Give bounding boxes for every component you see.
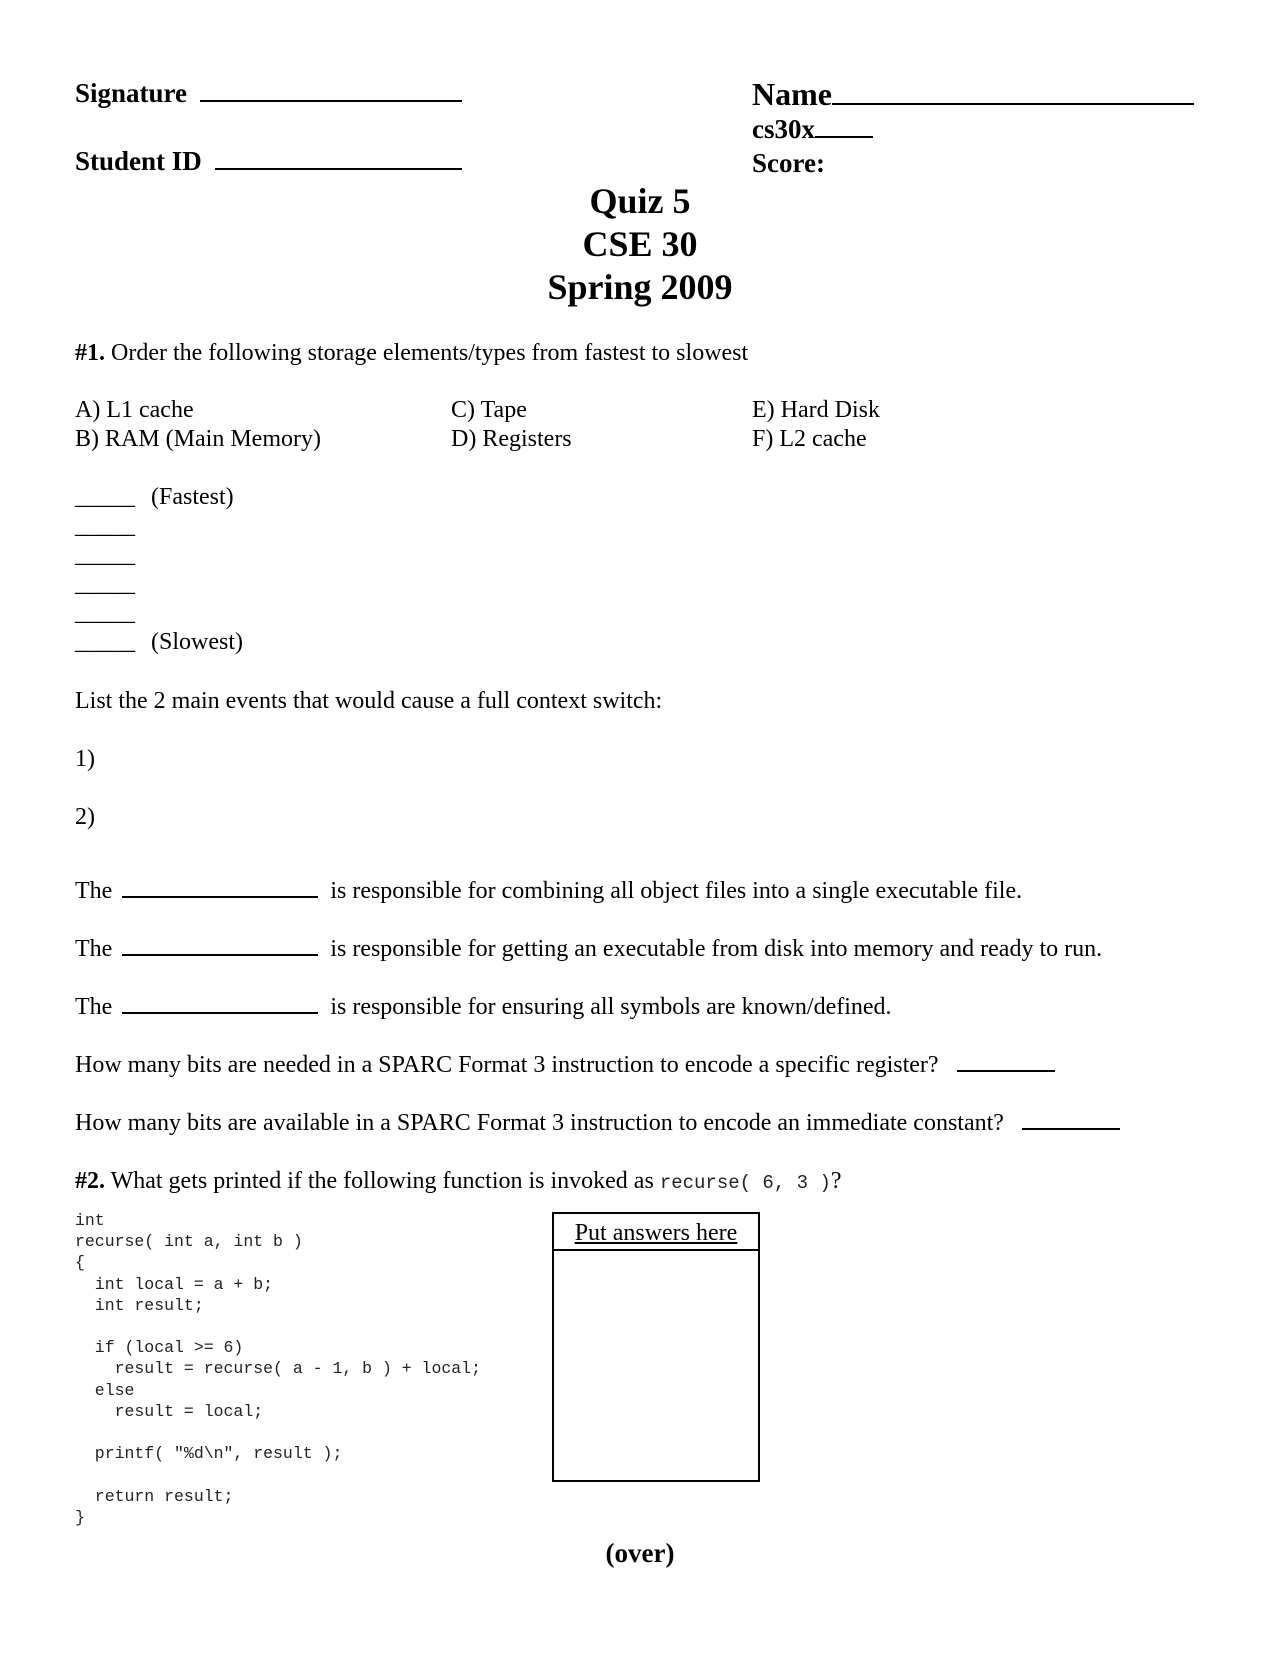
over-label: (over): [605, 1538, 675, 1568]
order-blank-6[interactable]: [75, 629, 243, 656]
fill-the-1: The: [75, 878, 113, 904]
context-switch-prompt: List the 2 main events that would cause a full context switch:: [75, 688, 663, 714]
choice-b: B) RAM (Main Memory): [75, 426, 321, 452]
fill-the-3: The: [75, 994, 113, 1020]
bits-immediate-blank[interactable]: [1022, 1128, 1120, 1130]
signature-blank[interactable]: [200, 100, 462, 102]
signature-field: [75, 78, 462, 109]
fill-in-symbols: [75, 994, 892, 1021]
student-id-label: Student ID: [75, 146, 202, 176]
fill-text-1: is responsible for combining all object files into a single executable file.: [330, 878, 1023, 904]
fill-text-2: is responsible for getting an executable from disk into memory and ready to run.: [330, 936, 1103, 962]
order-blank-4[interactable]: _____: [75, 571, 135, 597]
student-id-blank[interactable]: [215, 168, 462, 170]
context-switch-item-2: 2): [75, 804, 95, 830]
order-blank-2[interactable]: _____: [75, 513, 135, 539]
name-blank[interactable]: [832, 103, 1194, 105]
q1-heading: [75, 340, 748, 367]
fill-the-2: The: [75, 936, 113, 962]
order-blank-5[interactable]: _____: [75, 600, 135, 626]
order-blank-6-line[interactable]: _____: [75, 629, 135, 655]
q2-heading: [75, 1168, 842, 1195]
fill-in-loader: [75, 936, 1102, 963]
q2-number: #2.: [75, 1168, 105, 1194]
fill-blank-3[interactable]: [122, 1012, 318, 1014]
name-field: [752, 76, 1194, 113]
q2-call: recurse( 6, 3 ): [659, 1172, 831, 1194]
fill-in-linker: [75, 878, 1022, 905]
name-label: Name: [752, 76, 832, 112]
fill-blank-1[interactable]: [122, 896, 318, 898]
fill-blank-2[interactable]: [122, 954, 318, 956]
bits-immediate-text: How many bits are available in a SPARC Format 3 instruction to encode an immediate constant?: [75, 1110, 1004, 1136]
score-label: Score:: [752, 148, 825, 178]
choice-e: E) Hard Disk: [752, 397, 880, 423]
answer-box-label: Put answers here: [574, 1220, 738, 1246]
fastest-label: (Fastest): [151, 484, 234, 510]
answer-box-divider: [554, 1249, 758, 1251]
recurse-code-listing: int recurse( int a, int b ) { int local = a + b; int result; if (local >= 6) result = recurse( a - 1, b ) + local; else result = local; printf( "%d\n", result ); return result; }: [75, 1211, 481, 1527]
signature-label: Signature: [75, 78, 188, 108]
order-blank-1[interactable]: [75, 484, 234, 511]
context-switch-item-1: 1): [75, 746, 95, 772]
order-blank-1-line[interactable]: _____: [75, 484, 135, 510]
quiz-title: Quiz 5: [589, 181, 691, 221]
bits-register-text: How many bits are needed in a SPARC Format 3 instruction to encode a specific register?: [75, 1052, 939, 1078]
choice-d: D) Registers: [451, 426, 572, 452]
term-title: Spring 2009: [547, 267, 733, 307]
choice-c: C) Tape: [451, 397, 527, 423]
choice-f: F) L2 cache: [752, 426, 867, 452]
section-blank[interactable]: [815, 136, 873, 138]
q2-prompt-end: ?: [830, 1168, 842, 1194]
answer-box[interactable]: [552, 1212, 760, 1482]
q1-prompt: Order the following storage elements/types from fastest to slowest: [111, 340, 749, 366]
slowest-label: (Slowest): [151, 629, 243, 655]
fill-text-3: is responsible for ensuring all symbols are known/defined.: [330, 994, 892, 1020]
section-label: cs30x: [752, 114, 815, 144]
section-field: [752, 114, 873, 145]
choice-a: A) L1 cache: [75, 397, 194, 423]
student-id-field: [75, 146, 462, 177]
course-title: CSE 30: [582, 224, 698, 264]
bits-register-question: [75, 1052, 1055, 1079]
bits-immediate-question: [75, 1110, 1120, 1137]
q1-number: #1.: [75, 340, 105, 366]
q2-prompt: What gets printed if the following function is invoked as: [110, 1168, 654, 1194]
bits-register-blank[interactable]: [957, 1070, 1055, 1072]
order-blank-3[interactable]: _____: [75, 542, 135, 568]
